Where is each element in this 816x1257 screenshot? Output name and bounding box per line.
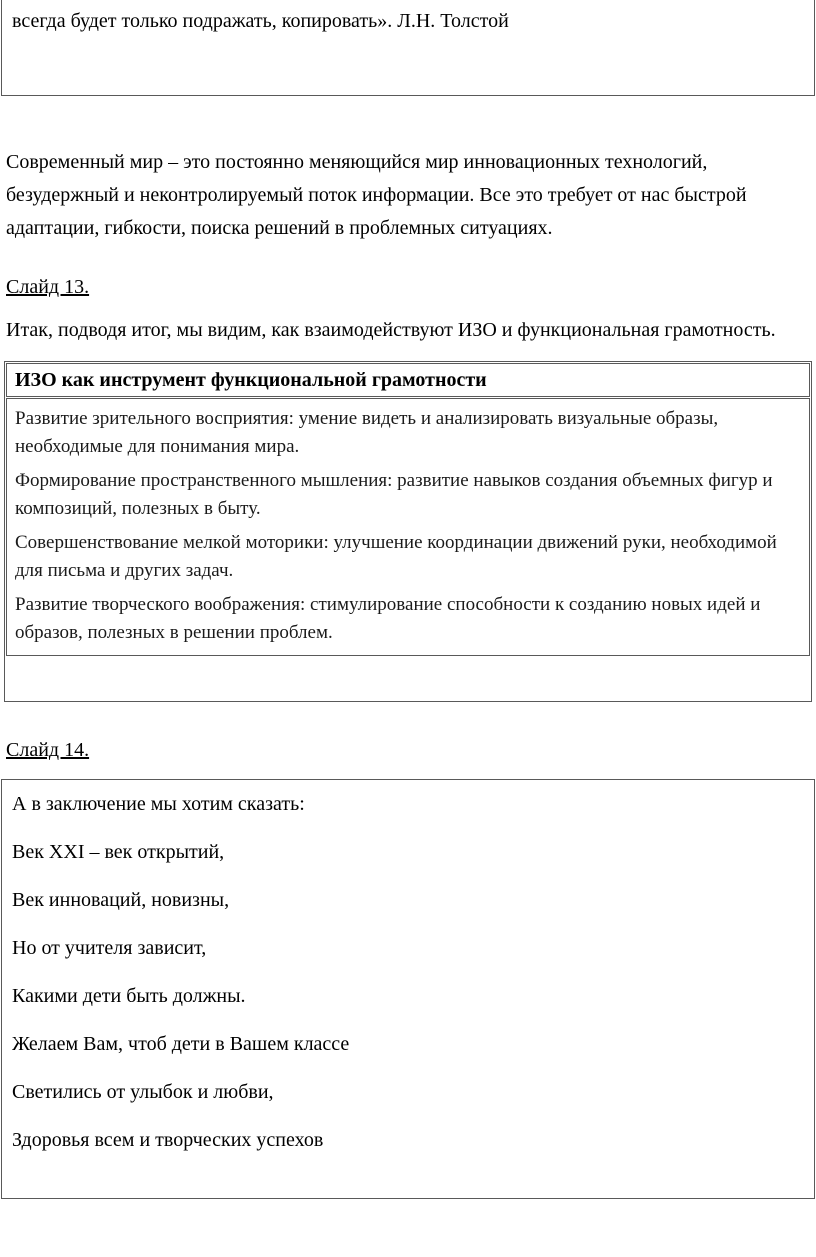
table-row: Развитие зрительного восприятия: умение видеть и анализировать визуальные образы, необходимые для понимания мира.: [15, 408, 719, 457]
izo-table-body: [6, 398, 810, 656]
izo-table-header: ИЗО как инструмент функциональной грамотности: [6, 363, 810, 397]
izo-table: [4, 361, 812, 702]
summary-paragraph: Итак, подводя итог, мы видим, как взаимодействуют ИЗО и функциональная грамотность.: [6, 319, 776, 341]
quote-box: [1, 0, 815, 96]
poem-line: Но от учителя зависит,: [12, 937, 207, 959]
poem-line: Какими дети быть должны.: [12, 985, 246, 1007]
poem-line: Светились от улыбок и любви,: [12, 1081, 274, 1103]
intro-paragraph: Современный мир – это постоянно меняющийся мир инновационных технологий, безудержный и неконтролируемый поток информации. Все это требует от нас быстрой адаптации, гибкости, поиска решений в проблемных ситуациях.: [6, 151, 747, 239]
slide-13-heading: Слайд 13.: [6, 276, 90, 298]
poem-line: Век инноваций, новизны,: [12, 889, 230, 911]
table-row: Развитие творческого воображения: стимулирование способности к созданию новых идей и образов, полезных в решении проблем.: [15, 594, 761, 643]
poem-line: Желаем Вам, чтоб дети в Вашем классе: [12, 1033, 350, 1055]
poem-line: Здоровья всем и творческих успехов: [12, 1129, 324, 1151]
quote-text: всегда будет только подражать, копировать». Л.Н. Толстой: [12, 10, 509, 32]
closing-poem-box: [1, 779, 815, 1199]
poem-line: А в заключение мы хотим сказать:: [12, 793, 305, 815]
table-row: Совершенствование мелкой моторики: улучшение координации движений руки, необходимой для письма и других задач.: [15, 532, 777, 581]
table-row: Формирование пространственного мышления: развитие навыков создания объемных фигур и композиций, полезных в быту.: [15, 470, 773, 519]
table-empty-area: [6, 656, 810, 700]
slide-14-heading: Слайд 14.: [6, 739, 90, 761]
poem-line: Век XXI – век открытий,: [12, 841, 225, 863]
